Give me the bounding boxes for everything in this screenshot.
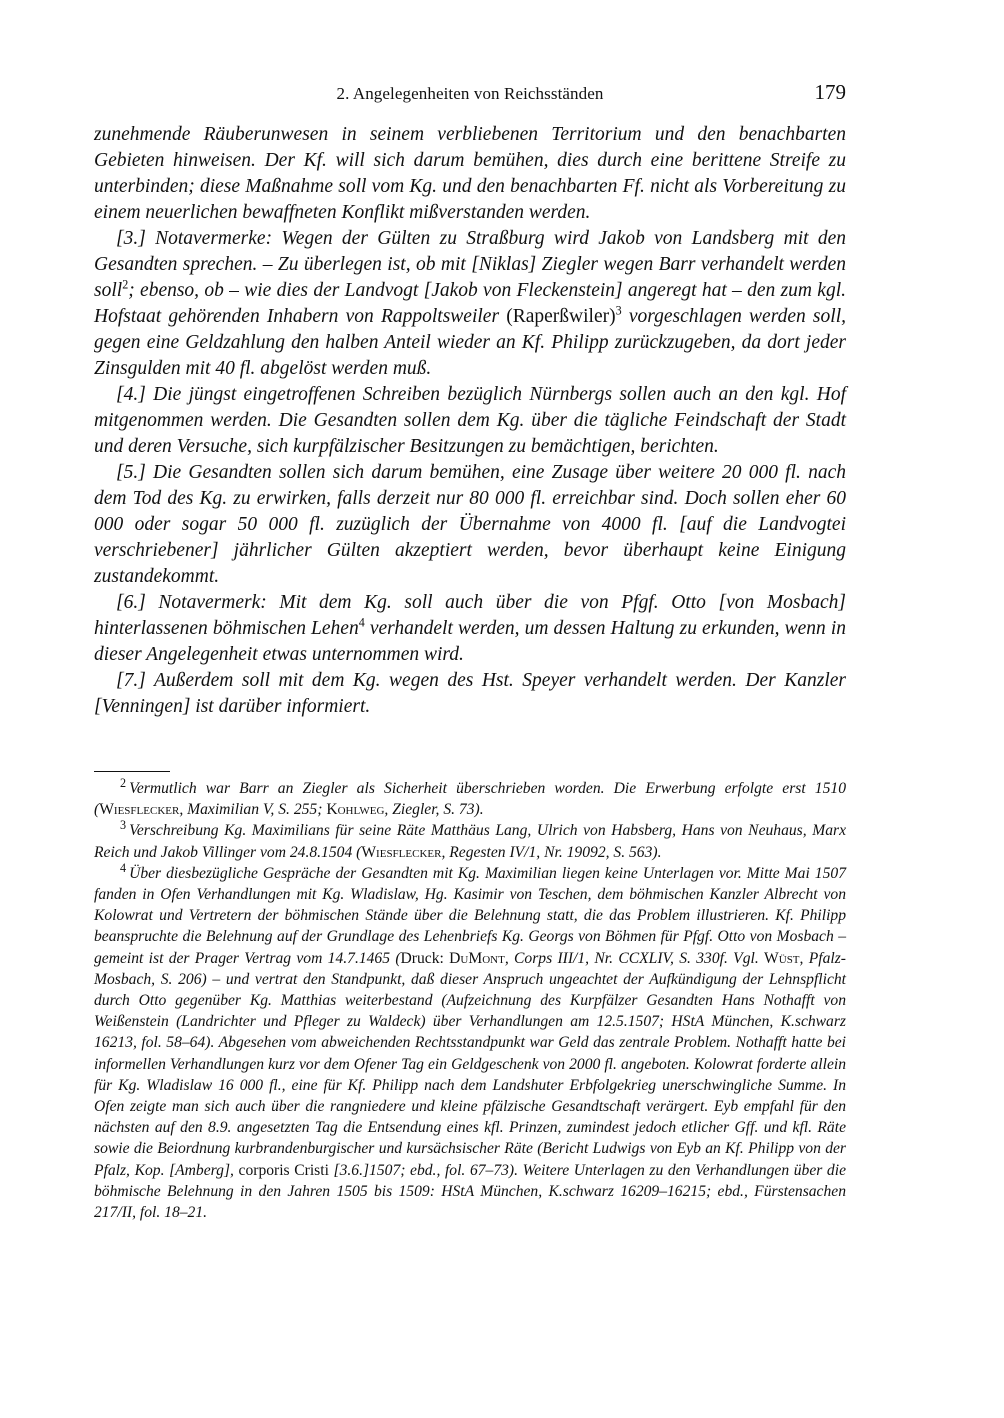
paragraph-2-upright: (Raperßwiler): [506, 306, 616, 327]
footnotes: [94, 775, 846, 1223]
footnote-4-author-1: DuMont: [449, 949, 505, 967]
footnote-4-number: 4: [120, 860, 127, 875]
footnote-3-text-b: , Regesten IV/1, Nr. 19092, S. 563).: [441, 843, 662, 861]
paragraph-2-part-a: [3.] Notavermerke: Wegen der Gülten zu Straßburg wird Jakob von Landsberg mit den Gesandten sprechen. – Zu überlegen ist, ob mit [Niklas] Ziegler wegen Barr verhandelt werden soll: [94, 228, 846, 301]
paragraph-2-part-c: vorgeschlagen werden soll, gegen eine Geldzahlung den halben Anteil wieder an Kf. Philipp zurückzugeben, da dort jeder Zinsgulden mit 40 fl. abgelöst werden muß.: [94, 306, 846, 379]
footnote-ref-2[interactable]: 2: [122, 277, 129, 292]
footnote-4-upright-1: Druck:: [400, 949, 450, 967]
footnote-2-number: 2: [120, 775, 127, 790]
paragraph-5: [94, 590, 846, 668]
paragraph-5-part-a: [6.] Notavermerk: Mit dem Kg. soll auch über die von Pfgf. Otto [von Mosbach] hinterlassenen böhmischen Lehen: [94, 592, 846, 639]
running-head: 2. Angelegenheiten von Reichsständen: [336, 84, 604, 103]
footnote-4-text-b: , Corps III/1, Nr. CCXLIV, S. 330f. Vgl.: [504, 949, 765, 967]
page-header: [94, 78, 846, 110]
footnote-4-author-2: Wüst: [764, 949, 800, 967]
footnote-2-text-c: , Ziegler, S. 73).: [384, 801, 484, 819]
paragraph-2-part-b: ; ebenso, ob – wie dies der Landvogt [Jakob von Fleckenstein] angeregt hat – den zum kgl. Hofstaat gehörenden Inhabern von Rappoltsweiler: [94, 280, 846, 327]
footnote-ref-3[interactable]: 3: [615, 303, 622, 318]
footnote-2-text-b: , Maximilian V, S. 255;: [179, 801, 327, 819]
footnote-4-upright-2: corporis Cristi: [238, 1161, 329, 1179]
paragraph-4: [5.] Die Gesandten sollen sich darum bemühen, eine Zusage über weitere 20 000 fl. nach dem Tod des Kg. zu erwirken, falls derzeit nur 80 000 fl. erreichbar sind. Doch sollen eher 60 000 oder sogar 50 000 fl. zuzüglich der Übernahme von 4000 fl. [auf die Landvogtei verschriebener] jährlicher Gülten akzeptiert werden, bevor überhaupt keine Einigung zustandekommt.: [94, 462, 846, 587]
paragraph-1: zunehmende Räuberunwesen in seinem verbliebenen Territorium und den benachbarten Gebieten hinweisen. Der Kf. will sich darum bemühen, dies durch eine berittene Streife zu unterbinden; diese Maßnahme soll vom Kg. und den benachbarten Ff. nicht als Vorbereitung zu einem neuerlichen bewaffneten Konflikt mißverstanden werden.: [94, 124, 846, 223]
footnote-rule: [94, 771, 170, 772]
footnote-2: [94, 775, 846, 820]
paragraph-2: [94, 226, 846, 382]
footnote-2-author-2: Kohlweg: [326, 801, 385, 819]
paragraph-6: [7.] Außerdem soll mit dem Kg. wegen des Hst. Speyer verhandelt werden. Der Kanzler [Venningen] ist darüber informiert.: [94, 670, 846, 717]
footnote-2-author-1: Wiesflecker: [99, 801, 180, 819]
footnote-3: [94, 820, 846, 862]
footnote-4: [94, 860, 846, 1223]
footnote-ref-4[interactable]: 4: [358, 615, 365, 630]
page: [94, 78, 846, 1223]
footnote-2-text-a: Vermutlich war Barr an Ziegler als Sicherheit überschrieben worden. Die Erwerbung erfolgte erst 1510 (: [94, 780, 846, 819]
footnote-4-text-a: Über diesbezügliche Gespräche der Gesandten mit Kg. Maximilian liegen keine Unterlagen vor. Mitte Mai 1507 fanden in Ofen Verhandlungen mit Kg. Wladislaw, Hg. Kasimir von Teschen, dem böhmischen Kanzler Albrecht von Kolowrat und Vertretern der böhmischen Stände über die Belehnung statt, die das Problem illustrieren. Kf. Philipp beanspruchte die Belehnung auf der Grundlage des Lehenbriefs Kg. Georgs von Böhmen für Pfgf. Otto von Mosbach – gemeint ist der Prager Vertrag vom 14.7.1465 (: [94, 864, 846, 967]
footnote-3-number: 3: [120, 818, 127, 833]
paragraph-3: [4.] Die jüngst eingetroffenen Schreiben bezüglich Nürnbergs sollen auch an den kgl. Hof mitgenommen werden. Die Gesandten sollen dem Kg. über die tägliche Feindschaft der Stadt und deren Versuche, sich kurpfälzischer Besitzungen zu bemächtigen, berichten.: [94, 384, 846, 457]
page-number: 179: [814, 80, 846, 104]
paragraph-5-part-b: verhandelt werden, um dessen Haltung zu erkunden, wenn in dieser Angelegenheit etwas unternommen wird.: [94, 618, 846, 665]
main-text: [94, 122, 846, 720]
footnote-4-text-d: [3.6.]1507; ebd., fol. 67–73). Weitere Unterlagen zu den Verhandlungen über die böhmische Belehnung in den Jahren 1505 bis 1509: HStA München, K.schwarz 16209–16215; ebd., Fürstensachen 217/II, fol. 18–21.: [94, 1161, 846, 1222]
footnote-3-text-a: Verschreibung Kg. Maximilians für seine Räte Matthäus Lang, Ulrich von Habsberg, Hans von Neuhaus, Marx Reich und Jakob Villinger vom 24.8.1504 (: [94, 822, 846, 861]
footnote-4-text-c: , Pfalz-Mosbach, S. 206) – und vertrat den Standpunkt, daß dieser Anspruch ungeachtet der Aufkündigung der Lehnspflicht durch Otto gegenüber Kg. Matthias weiterbestand (Aufzeichnung des Kurpfälzer Gesandten Hans Nothafft von Weißenstein (Landrichter und Pfleger zu Waldeck) über Verhandlungen am 12.5.1507; HStA München, K.schwarz 16213, fol. 58–64). Abgesehen vom abweichenden Rechtsstandpunkt war Geld das zentrale Problem. Nothafft hatte bei informellen Verhandlungen kurz vor dem Ofener Tag ein Geldgeschenk von 2000 fl. angeboten. Kolowrat forderte allein für Kg. Wladislaw 16 000 fl., eine für Kf. Philipp nach dem Landshuter Erbfolgekrieg unerschwingliche Summe. In Ofen zeigte man sich auch über die rangniedere und kleine pfälzische Gesandtschaft verärgert. Eyb empfahl für den nächsten auf den 8.9. angesetzten Tag die Entsendung eines kfl. Prinzen, zumindest jedoch etlicher Gff. und kfl. Räte sowie die Beiordnung kurbrandenburgischer und kursächsischer Räte (Bericht Ludwigs von Eyb an Kf. Philipp von der Pfalz, Kop. [Amberg],: [94, 949, 846, 1179]
footnote-3-author-1: Wiesflecker: [361, 843, 442, 861]
